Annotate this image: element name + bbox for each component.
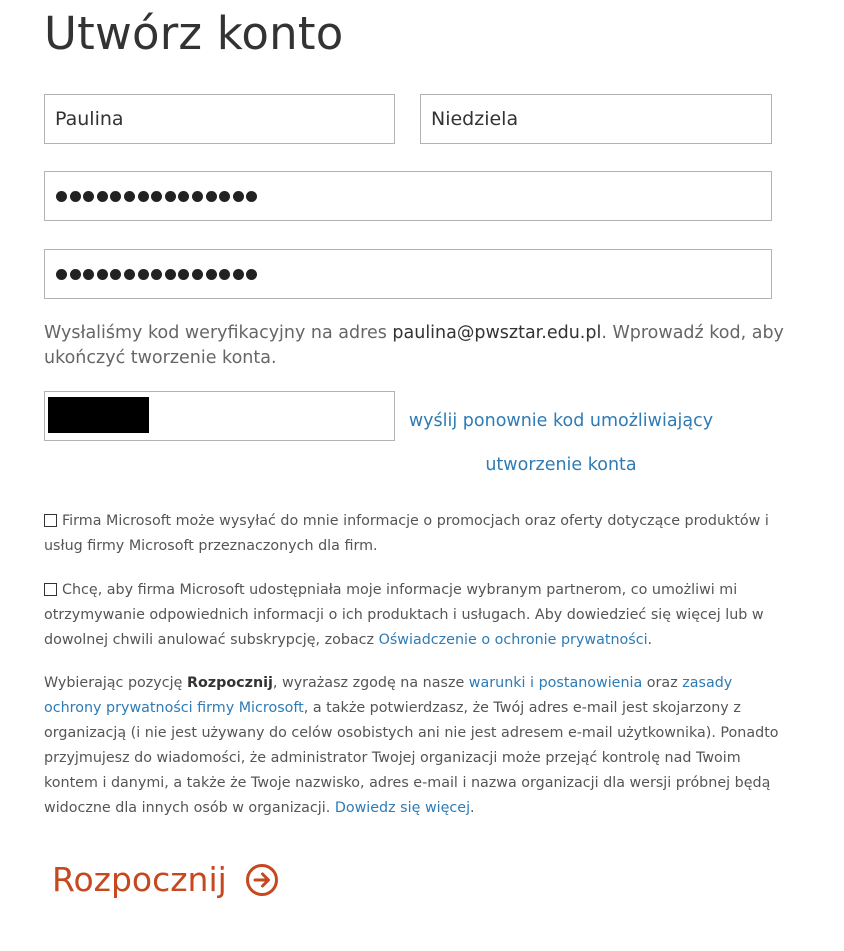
arrow-right-circle-icon — [245, 863, 279, 897]
redacted-code — [48, 397, 149, 433]
password-mask-dot — [138, 269, 149, 280]
password-mask-dot — [97, 191, 108, 202]
terms-conditions-link[interactable]: warunki i postanowienia — [468, 675, 643, 691]
password-mask-dot — [97, 269, 108, 280]
password-mask-dot — [110, 191, 121, 202]
verification-text-after: . Wprowadź kod, aby ukończyć tworzenie konta. — [44, 323, 784, 368]
password-mask-dot — [233, 191, 244, 202]
last-name-input[interactable] — [420, 94, 772, 144]
password-mask-dot — [83, 191, 94, 202]
privacy-statement-link[interactable]: Oświadczenie o ochronie prywatności — [378, 632, 648, 648]
password-mask-dot — [151, 269, 162, 280]
password-mask-dot — [246, 191, 257, 202]
partners-consent-end: . — [647, 632, 653, 648]
start-button[interactable] — [52, 852, 279, 908]
password-mask-dot — [70, 191, 81, 202]
password-mask-dot — [192, 191, 203, 202]
password-input[interactable] — [44, 171, 772, 221]
learn-more-link[interactable]: Dowiedz się więcej — [334, 800, 471, 816]
password-mask-dot — [56, 269, 67, 280]
privacy-policy-link[interactable]: zasady ochrony prywatności firmy Microsoft — [44, 675, 733, 716]
partners-consent-label: Chcę, aby firma Microsoft udostępniała moje informacje wybranym partnerom, co umożliwi mi otrzymywanie odpowiednich informacji o ich produktach i usługach. Aby dowiedzieć się więcej lub w dowolnej chwili anulować subskrypcję, zobacz — [44, 582, 764, 648]
terms-part1: Wybierając pozycję — [44, 675, 187, 691]
password-mask-dot — [70, 269, 81, 280]
resend-code-link[interactable]: wyślij ponownie kod umożliwiający utworzenie konta — [408, 411, 714, 475]
password-mask-dot — [83, 269, 94, 280]
password-mask-dot — [233, 269, 244, 280]
verification-text-before: Wysłaliśmy kod weryfikacyjny na adres — [44, 323, 393, 343]
password-mask-dot — [165, 191, 176, 202]
password-mask-dot — [151, 191, 162, 202]
password-mask-dot — [110, 269, 121, 280]
password-mask-dot — [178, 269, 189, 280]
partners-consent-checkbox[interactable] — [44, 583, 57, 596]
verification-code-input[interactable] — [44, 391, 395, 441]
start-button-label: Rozpocznij — [52, 860, 227, 899]
terms-start-word: Rozpocznij — [186, 675, 273, 691]
password-mask-dot — [246, 269, 257, 280]
promo-consent-checkbox[interactable] — [44, 514, 57, 527]
password-mask-dot — [138, 191, 149, 202]
terms-notice — [44, 671, 784, 821]
password-mask-dot — [192, 269, 203, 280]
password-mask-dot — [219, 191, 230, 202]
password-mask-dot — [124, 269, 135, 280]
terms-part4: , a także potwierdzasz, że Twój adres e-mail jest skojarzony z organizacją (i nie jest używany do celów osobistych ani nie jest adresem e-mail użytkownika). Ponadto przyjmujesz do wiadomości, że administrator Twojej organizacji może przejąć kontrolę nad Twoim kontem i danymi, a także że Twoje nazwisko, adres e-mail i nazwa organizacji dla wersji próbnej będą widoczne dla innych osób w organizacji. — [44, 700, 779, 816]
first-name-input[interactable] — [44, 94, 395, 144]
partners-consent — [44, 578, 784, 653]
password-mask-dot — [206, 269, 217, 280]
password-mask-dot — [178, 191, 189, 202]
verification-message — [44, 321, 784, 371]
password-mask-dot — [124, 191, 135, 202]
verification-email: paulina@pwsztar.edu.pl — [392, 323, 602, 343]
promo-consent-label: Firma Microsoft może wysyłać do mnie informacje o promocjach oraz oferty dotyczące produktów i usług firmy Microsoft przeznaczonych dla firm. — [44, 513, 769, 554]
page-title: Utwórz konto — [44, 7, 344, 60]
password-mask-dot — [56, 191, 67, 202]
password-mask-dot — [206, 191, 217, 202]
terms-part2: , wyrażasz zgodę na nasze — [272, 675, 469, 691]
terms-part3: oraz — [642, 675, 683, 691]
promo-consent — [44, 509, 784, 559]
password-mask-dot — [219, 269, 230, 280]
password-mask-dot — [165, 269, 176, 280]
terms-part5: . — [470, 800, 475, 816]
confirm-password-input[interactable] — [44, 249, 772, 299]
